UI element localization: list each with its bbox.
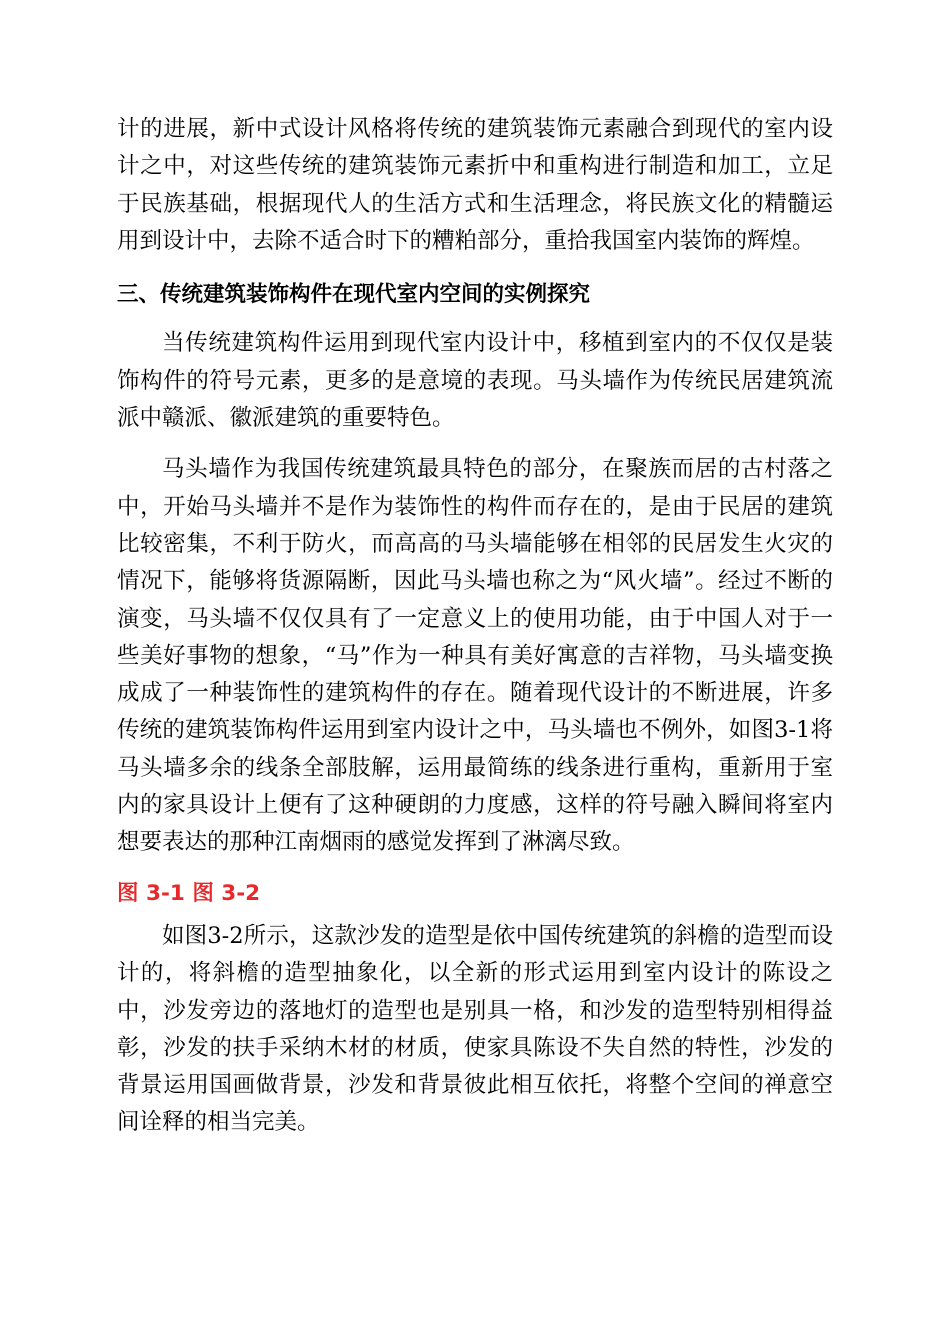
paragraph-intro: 当传统建筑构件运用到现代室内设计中，移植到室内的不仅仅是装饰构件的符号元素，更多的是意境的表现。马头墙作为传统民居建筑流派中赣派、徽派建筑的重要特色。 bbox=[117, 330, 833, 432]
spacer bbox=[117, 313, 833, 325]
figure-caption: 图 3-1 图 3-2 bbox=[117, 880, 261, 906]
paragraph-continuation: 计的进展，新中式设计风格将传统的建筑装饰元素融合到现代的室内设计之中，对这些传统的建筑装饰元素折中和重构进行制造和加工，立足于民族基础，根据现代人的生活方式和生活理念，将民族文化的精髓运用到设计中，去除不适合时下的糟粕部分，重拾我国室内装饰的辉煌。 bbox=[117, 116, 833, 254]
spacer bbox=[117, 437, 833, 451]
section-heading: 三、传统建筑装饰构件在现代室内空间的实例探究 bbox=[117, 282, 591, 308]
paragraph-sofa: 如图3-2所示，这款沙发的造型是依中国传统建筑的斜檐的造型而设计的，将斜檐的造型抽象化，以全新的形式运用到室内设计的陈设之中，沙发旁边的落地灯的造型也是别具一格，和沙发的造型特别相得益彰，沙发的扶手采纳木材的材质，使家具陈设不失自然的特性，沙发的背景运用国画做背景，沙发和背景彼此相互依托，将整个空间的禅意空间诠释的相当完美。 bbox=[117, 922, 833, 1136]
spacer bbox=[117, 862, 833, 875]
spacer bbox=[117, 260, 833, 276]
paragraph-matouqiang: 马头墙作为我国传统建筑最具特色的部分，在聚族而居的古村落之中，开始马头墙并不是作为装饰性的构件而存在的，是由于民居的建筑比较密集，不利于防火，而高高的马头墙能够在相邻的民居发生火灾的情况下，能够将货源隔断，因此马头墙也称之为“风火墙”。经过不断的演变，马头墙不仅仅具有了一定意义上的使用功能，由于中国人对于一些美好事物的想象，“马”作为一种具有美好寓意的吉祥物，马头墙变换成成了一种装饰性的建筑构件的存在。随着现代设计的不断进展，许多传统的建筑装饰构件运用到室内设计之中，马头墙也不例外，如图3-1将马头墙多余的线条全部肢解，运用最简练的线条进行重构，重新用于室内的家具设计上便有了这种硬朗的力度感，这样的符号融入瞬间将室内想要表达的那种江南烟雨的感觉发挥到了淋漓尽致。 bbox=[117, 456, 833, 856]
document-body bbox=[117, 111, 833, 1142]
